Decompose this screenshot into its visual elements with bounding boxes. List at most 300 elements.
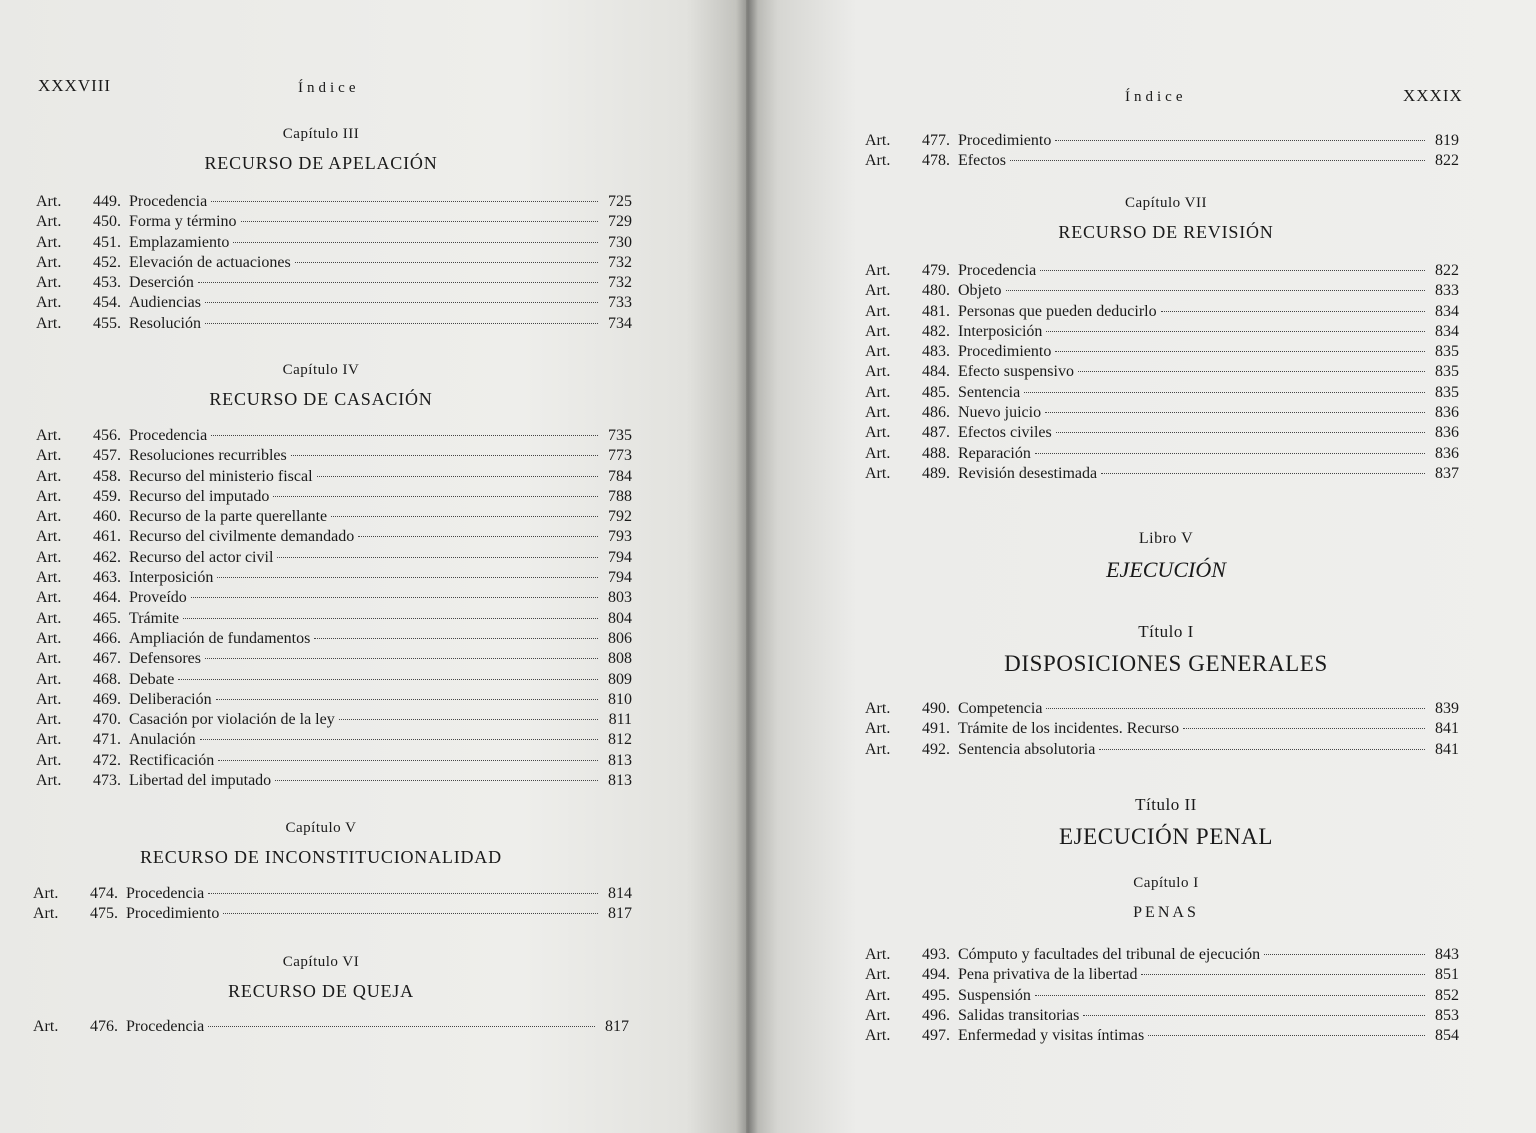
dot-leader <box>208 1026 595 1027</box>
page-folio: XXXIX <box>1403 86 1463 105</box>
article-title: Recurso del ministerio fiscal <box>129 467 313 485</box>
dot-leader <box>1264 954 1425 955</box>
article-title: Cómputo y facultades del tribunal de ejecución <box>958 946 1261 963</box>
dot-leader <box>273 496 598 497</box>
article-prefix: Art. <box>865 262 891 279</box>
dot-leader <box>1141 974 1425 975</box>
dot-leader <box>1055 140 1425 141</box>
page-number: 836 <box>1435 444 1459 462</box>
toc-entry <box>865 343 1459 363</box>
article-prefix: Art. <box>36 629 62 647</box>
article-prefix: Art. <box>33 905 59 923</box>
article-prefix: Art. <box>36 213 62 231</box>
article-title: Efecto suspensivo <box>958 363 1074 381</box>
article-number: 495. <box>922 986 950 1004</box>
article-number: 460. <box>93 508 121 526</box>
page-number: 792 <box>608 508 632 526</box>
page-number: 804 <box>608 609 632 627</box>
page-number: 852 <box>1435 986 1459 1004</box>
toc-entry <box>36 711 632 731</box>
toc-entry <box>36 752 632 772</box>
book-label: Libro V <box>1138 530 1194 547</box>
article-number: 454. <box>93 294 121 312</box>
dot-leader <box>1083 1015 1425 1016</box>
article-prefix: Art. <box>36 548 62 566</box>
article-prefix: Art. <box>36 670 62 688</box>
chapter-label: Capítulo VI <box>282 954 360 970</box>
article-number: 496. <box>922 1006 950 1024</box>
article-number: 459. <box>93 487 121 505</box>
toc-entry <box>865 987 1459 1007</box>
dot-leader <box>200 739 598 740</box>
article-number: 493. <box>922 946 950 963</box>
chapter-label: Capítulo V <box>285 820 357 836</box>
article-prefix: Art. <box>36 690 62 708</box>
page-number: 733 <box>608 294 632 312</box>
page-number: 732 <box>608 274 632 292</box>
dot-leader <box>339 719 598 720</box>
toc-entry <box>36 294 632 314</box>
article-number: 463. <box>93 569 121 587</box>
page-number: 794 <box>608 569 632 587</box>
article-number: 482. <box>922 322 950 340</box>
toc-entry <box>36 671 632 691</box>
article-title: Pena privativa de la libertad <box>958 966 1138 984</box>
dot-leader <box>218 760 598 761</box>
page-number: 811 <box>608 711 632 729</box>
page-number: 839 <box>1435 700 1459 717</box>
article-number: 479. <box>922 262 950 279</box>
section-heading: PENAS <box>1133 904 1199 921</box>
page-number: 817 <box>608 905 632 923</box>
article-number: 485. <box>922 383 950 401</box>
page-number: 822 <box>1435 152 1459 170</box>
article-title: Nuevo juicio <box>958 404 1042 422</box>
page-number: 819 <box>1435 132 1459 149</box>
chapter-label: Capítulo IV <box>282 362 360 378</box>
book-gutter-shadow <box>736 0 758 1133</box>
article-prefix: Art. <box>36 233 62 251</box>
page-number: 836 <box>1435 404 1459 422</box>
toc-entry <box>865 384 1459 404</box>
page-number: 808 <box>608 650 632 668</box>
page-number: 834 <box>1435 302 1459 320</box>
toc-entry <box>865 445 1459 465</box>
article-title: Forma y término <box>129 213 237 231</box>
article-title: Procedencia <box>126 1018 205 1035</box>
toc-entry <box>865 720 1459 740</box>
toc-entry <box>36 234 632 254</box>
dot-leader <box>275 780 598 781</box>
dot-leader <box>1040 270 1425 271</box>
article-prefix: Art. <box>33 885 59 902</box>
dot-leader <box>1099 749 1425 750</box>
entry-list <box>36 427 632 792</box>
article-prefix: Art. <box>865 282 891 300</box>
article-title: Defensores <box>129 650 201 668</box>
title-heading: EJECUCIÓN PENAL <box>1058 824 1274 849</box>
page-number: 793 <box>608 528 632 546</box>
article-prefix: Art. <box>865 404 891 422</box>
article-title: Procedencia <box>129 193 208 210</box>
page-number: 784 <box>608 467 632 485</box>
dot-leader <box>223 913 598 914</box>
dot-leader <box>1056 432 1425 433</box>
article-prefix: Art. <box>36 193 62 210</box>
article-prefix: Art. <box>865 132 891 149</box>
article-number: 467. <box>93 650 121 668</box>
toc-entry <box>36 610 632 630</box>
page-number: 806 <box>608 629 632 647</box>
dot-leader <box>178 679 598 680</box>
article-title: Resolución <box>129 314 201 332</box>
article-title: Revisión desestimada <box>958 464 1098 482</box>
article-title: Interposición <box>129 569 214 587</box>
article-number: 484. <box>922 363 950 381</box>
article-number: 476. <box>90 1018 118 1035</box>
toc-entry <box>865 1027 1459 1047</box>
right-page <box>746 0 1536 1133</box>
article-prefix: Art. <box>865 464 891 482</box>
toc-entry <box>865 152 1459 172</box>
toc-entry <box>33 885 632 905</box>
article-number: 473. <box>93 772 121 790</box>
article-number: 462. <box>93 548 121 566</box>
article-number: 474. <box>90 885 118 902</box>
dot-leader <box>295 262 598 263</box>
toc-entry <box>36 528 632 548</box>
article-title: Efectos civiles <box>958 424 1052 442</box>
dot-leader <box>198 282 598 283</box>
article-prefix: Art. <box>865 700 891 717</box>
dot-leader <box>358 536 598 537</box>
article-prefix: Art. <box>36 314 62 332</box>
page-number: 843 <box>1435 946 1459 963</box>
entry-list <box>865 262 1459 485</box>
article-prefix: Art. <box>865 383 891 401</box>
page-number: 822 <box>1435 262 1459 279</box>
article-number: 489. <box>922 464 950 482</box>
article-prefix: Art. <box>865 343 891 361</box>
toc-entry <box>36 549 632 569</box>
article-title: Competencia <box>958 700 1043 717</box>
article-prefix: Art. <box>36 447 62 465</box>
toc-entry <box>36 447 632 467</box>
article-prefix: Art. <box>865 1006 891 1024</box>
article-number: 492. <box>922 740 950 758</box>
dot-leader <box>314 638 598 639</box>
article-title: Personas que pueden deducirlo <box>958 302 1157 320</box>
page-number: 841 <box>1435 720 1459 738</box>
article-title: Enfermedad y visitas íntimas <box>958 1027 1145 1045</box>
dot-leader <box>1024 392 1425 393</box>
article-number: 481. <box>922 302 950 320</box>
page-number: 773 <box>608 447 632 465</box>
article-prefix: Art. <box>33 1018 59 1035</box>
page-number: 835 <box>1435 363 1459 381</box>
article-number: 470. <box>93 711 121 729</box>
article-prefix: Art. <box>36 569 62 587</box>
page-number: 809 <box>608 670 632 688</box>
page-number: 734 <box>608 314 632 332</box>
book-title: EJECUCIÓN <box>1106 557 1226 582</box>
page-number: 851 <box>1435 966 1459 984</box>
page-number: 788 <box>608 487 632 505</box>
dot-leader <box>291 455 598 456</box>
dot-leader <box>211 201 598 202</box>
article-number: 464. <box>93 589 121 607</box>
article-title: Interposición <box>958 322 1043 340</box>
article-title: Procedimiento <box>126 905 220 923</box>
article-prefix: Art. <box>36 609 62 627</box>
article-title: Casación por violación de la ley <box>129 711 335 729</box>
article-number: 490. <box>922 700 950 717</box>
article-number: 471. <box>93 731 121 749</box>
article-number: 475. <box>90 905 118 923</box>
toc-entry <box>865 404 1459 424</box>
article-prefix: Art. <box>36 467 62 485</box>
dot-leader <box>1035 995 1425 996</box>
article-number: 457. <box>93 447 121 465</box>
page-folio: XXXVIII <box>38 76 112 95</box>
dot-leader <box>183 618 598 619</box>
article-number: 452. <box>93 253 121 271</box>
page-number: 729 <box>608 213 632 231</box>
toc-entry <box>33 1018 629 1038</box>
toc-entry <box>36 731 632 751</box>
dot-leader <box>1046 331 1425 332</box>
article-prefix: Art. <box>36 508 62 526</box>
page-number: 814 <box>608 885 632 902</box>
page-number: 730 <box>608 233 632 251</box>
page-number: 810 <box>608 690 632 708</box>
toc-entry <box>36 650 632 670</box>
article-title: Procedencia <box>958 262 1037 279</box>
article-title: Debate <box>129 670 175 688</box>
section-heading: RECURSO DE QUEJA <box>228 981 414 1001</box>
left-page <box>0 0 746 1133</box>
page-number: 794 <box>608 548 632 566</box>
page-number: 836 <box>1435 424 1459 442</box>
dot-leader <box>233 242 598 243</box>
dot-leader <box>1101 473 1425 474</box>
dot-leader <box>1045 412 1425 413</box>
toc-entry <box>36 488 632 508</box>
article-prefix: Art. <box>865 720 891 738</box>
article-number: 483. <box>922 343 950 361</box>
article-title: Procedimiento <box>958 132 1052 149</box>
dot-leader <box>331 516 598 517</box>
toc-entry <box>865 303 1459 323</box>
entry-list <box>865 700 1459 761</box>
toc-entry <box>36 691 632 711</box>
article-title: Rectificación <box>129 751 215 769</box>
article-title: Objeto <box>958 282 1002 300</box>
dot-leader <box>216 699 598 700</box>
page-number: 854 <box>1435 1027 1459 1045</box>
article-title: Procedimiento <box>958 343 1052 361</box>
article-number: 450. <box>93 213 121 231</box>
article-title: Proveído <box>129 589 187 607</box>
article-title: Procedencia <box>126 885 205 902</box>
article-prefix: Art. <box>36 487 62 505</box>
dot-leader <box>211 435 598 436</box>
article-number: 472. <box>93 751 121 769</box>
toc-entry <box>36 630 632 650</box>
article-number: 455. <box>93 314 121 332</box>
article-title: Procedencia <box>129 427 208 444</box>
page-number: 841 <box>1435 740 1459 758</box>
dot-leader <box>1148 1035 1425 1036</box>
title-heading: DISPOSICIONES GENERALES <box>1004 651 1328 676</box>
page-number: 813 <box>608 751 632 769</box>
section-heading: RECURSO DE REVISIÓN <box>1058 222 1274 242</box>
article-prefix: Art. <box>865 424 891 442</box>
article-title: Deserción <box>129 274 194 292</box>
article-prefix: Art. <box>36 711 62 729</box>
page-number: 803 <box>608 589 632 607</box>
article-title: Emplazamiento <box>129 233 230 251</box>
article-title: Recurso del civilmente demandado <box>129 528 355 546</box>
article-title: Trámite <box>129 609 180 627</box>
article-prefix: Art. <box>865 444 891 462</box>
article-prefix: Art. <box>36 589 62 607</box>
toc-entry <box>36 315 632 335</box>
page-number: 735 <box>608 427 632 444</box>
article-number: 497. <box>922 1027 950 1045</box>
article-title: Salidas transitorias <box>958 1006 1080 1024</box>
toc-entry <box>36 213 632 233</box>
dot-leader <box>205 658 598 659</box>
page-number: 812 <box>608 731 632 749</box>
article-title: Anulación <box>129 731 196 749</box>
toc-entry <box>36 589 632 609</box>
toc-entry <box>33 905 632 925</box>
toc-entry <box>36 468 632 488</box>
article-number: 453. <box>93 274 121 292</box>
toc-entry <box>865 741 1459 761</box>
entry-list <box>33 885 632 926</box>
title-label: Título II <box>1135 795 1197 814</box>
article-title: Suspensión <box>958 986 1031 1004</box>
toc-entry <box>865 966 1459 986</box>
article-number: 478. <box>922 152 950 170</box>
toc-entry <box>36 274 632 294</box>
article-prefix: Art. <box>865 946 891 963</box>
dot-leader <box>208 893 598 894</box>
chapter-label: Capítulo I <box>1133 875 1199 891</box>
section-heading: RECURSO DE INCONSTITUCIONALIDAD <box>140 847 502 867</box>
toc-entry <box>36 254 632 274</box>
dot-leader <box>277 557 598 558</box>
running-title: Índice <box>1125 89 1187 105</box>
article-number: 468. <box>93 670 121 688</box>
article-title: Trámite de los incidentes. Recurso <box>958 720 1180 738</box>
article-title: Reparación <box>958 444 1031 462</box>
toc-entry <box>865 132 1459 152</box>
article-number: 487. <box>922 424 950 442</box>
article-prefix: Art. <box>36 274 62 292</box>
article-prefix: Art. <box>865 302 891 320</box>
article-prefix: Art. <box>36 751 62 769</box>
dot-leader <box>1183 728 1425 729</box>
dot-leader <box>1006 290 1425 291</box>
toc-entry <box>865 282 1459 302</box>
article-title: Sentencia <box>958 383 1021 401</box>
page-number: 834 <box>1435 322 1459 340</box>
toc-entry <box>865 262 1459 282</box>
article-number: 466. <box>93 629 121 647</box>
entry-list <box>36 193 632 335</box>
toc-entry <box>36 427 632 447</box>
page-number: 835 <box>1435 383 1459 401</box>
dot-leader <box>191 597 598 598</box>
article-title: Recurso del actor civil <box>129 548 274 566</box>
article-prefix: Art. <box>36 528 62 546</box>
running-title: Índice <box>298 80 360 96</box>
page-number: 725 <box>608 193 632 210</box>
dot-leader <box>1161 311 1425 312</box>
dot-leader <box>217 577 598 578</box>
article-title: Efectos <box>958 152 1006 170</box>
article-number: 458. <box>93 467 121 485</box>
article-number: 449. <box>93 193 121 210</box>
section-heading: RECURSO DE CASACIÓN <box>209 389 433 409</box>
toc-entry <box>865 363 1459 383</box>
dot-leader <box>317 476 598 477</box>
article-prefix: Art. <box>36 650 62 668</box>
dot-leader <box>241 221 598 222</box>
article-prefix: Art. <box>865 1027 891 1045</box>
page-number: 813 <box>608 772 632 790</box>
article-number: 486. <box>922 404 950 422</box>
toc-entry <box>865 1007 1459 1027</box>
page-number: 833 <box>1435 282 1459 300</box>
article-prefix: Art. <box>865 986 891 1004</box>
dot-leader <box>1046 708 1425 709</box>
article-prefix: Art. <box>865 322 891 340</box>
dot-leader <box>1055 351 1425 352</box>
entry-list <box>865 132 1459 173</box>
article-number: 461. <box>93 528 121 546</box>
article-prefix: Art. <box>865 363 891 381</box>
page-number: 853 <box>1435 1006 1459 1024</box>
article-number: 465. <box>93 609 121 627</box>
article-number: 480. <box>922 282 950 300</box>
article-prefix: Art. <box>36 772 62 790</box>
article-number: 488. <box>922 444 950 462</box>
article-number: 451. <box>93 233 121 251</box>
article-prefix: Art. <box>36 294 62 312</box>
dot-leader <box>1010 160 1425 161</box>
toc-entry <box>865 946 1459 966</box>
article-number: 491. <box>922 720 950 738</box>
page-number: 817 <box>605 1018 629 1035</box>
section-heading: RECURSO DE APELACIÓN <box>204 153 438 173</box>
article-title: Recurso del imputado <box>129 487 270 505</box>
toc-entry <box>36 508 632 528</box>
toc-entry <box>865 700 1459 720</box>
entry-list <box>865 946 1459 1047</box>
toc-entry <box>36 569 632 589</box>
article-title: Libertad del imputado <box>129 772 272 790</box>
title-label: Título I <box>1138 622 1194 641</box>
article-prefix: Art. <box>36 253 62 271</box>
article-title: Sentencia absolutoria <box>958 740 1096 758</box>
article-number: 456. <box>93 427 121 444</box>
toc-entry <box>36 193 632 213</box>
article-prefix: Art. <box>36 731 62 749</box>
